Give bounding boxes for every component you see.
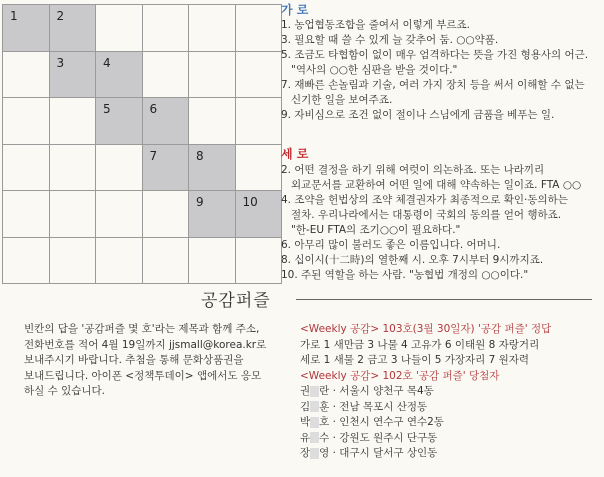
cell-number: 3 <box>56 55 65 70</box>
across-clue-line: 신기한 일을 보여주죠. <box>291 94 393 106</box>
notice-line: 하실 수 있습니다. <box>24 385 106 397</box>
crossword-grid <box>2 4 282 284</box>
grid-cell <box>189 52 236 99</box>
grid-cell <box>50 52 97 99</box>
winner-detail: 훈 · 전남 목포시 산정동 <box>319 400 428 413</box>
across-clue-line: 5. 조금도 타협함이 없이 매우 엄격하다는 뜻을 가진 형용사의 어근. <box>281 49 589 61</box>
puzzle-title: 공감퍼즐 <box>201 291 271 311</box>
winner-entry <box>300 446 551 462</box>
grid-cell <box>96 238 143 285</box>
winner-entry <box>300 415 551 431</box>
grid-cell <box>236 191 283 238</box>
across-clue-line: 1. 농업협동조합을 줄여서 이렇게 부르죠. <box>281 19 470 31</box>
grid-cell <box>143 5 190 52</box>
grid-cell <box>50 145 97 192</box>
winner-detail: 영 · 대구시 달서구 상인동 <box>319 447 438 459</box>
across-clue-line: 9. 자비심으로 조건 없이 절이나 스님에게 금품을 베푸는 일. <box>281 109 555 121</box>
grid-cell <box>96 5 143 52</box>
grid-cell <box>3 145 50 192</box>
cell-number: 8 <box>196 148 204 163</box>
grid-cell <box>96 191 143 238</box>
down-clue-line: "한-EU FTA의 조기○○이 필요하다." <box>291 224 461 236</box>
answers-across: 가로 1 새만금 3 나물 4 고유가 6 이태원 8 자랑거리 <box>300 338 540 351</box>
grid-cell <box>143 191 190 238</box>
grid-cell <box>236 145 283 192</box>
cell-number: 10 <box>242 195 258 209</box>
grid-cell <box>3 52 50 99</box>
answers-section <box>300 322 551 462</box>
grid-cell <box>3 238 50 285</box>
winner-surname: 권 <box>300 385 311 397</box>
grid-cell <box>3 98 50 145</box>
winner-surname: 김 <box>300 400 311 413</box>
winners-list <box>300 384 551 462</box>
across-heading: 가 로 <box>281 3 309 17</box>
answers-down: 세로 1 새물 2 금고 3 나들이 5 가장자리 7 원자력 <box>300 354 530 366</box>
across-clue-line: "역사의 ○○한 심판을 받을 것이다." <box>291 64 458 76</box>
down-heading: 세 로 <box>281 147 309 161</box>
down-clue-line: 절차. 우리나라에서는 대통령이 국회의 동의를 얻어 행하죠. <box>291 209 562 221</box>
grid-cell <box>50 5 97 52</box>
down-clue-line: 10. 주된 역할을 하는 사람. "농협법 개정의 ○○이다." <box>281 269 529 281</box>
winner-entry <box>300 431 551 447</box>
grid-cell <box>50 98 97 145</box>
cell-number: 6 <box>149 102 158 116</box>
answers-title: <Weekly 공감> 103호(3월 30일자) '공감 퍼즐' 정답 <box>300 323 552 335</box>
grid-cell <box>189 145 236 192</box>
winner-detail: 수 · 강원도 원주시 단구동 <box>319 431 438 444</box>
grid-cell <box>189 98 236 145</box>
across-clue-line: 7. 재빠른 손놀림과 기술, 여러 가지 장치 등을 써서 이해할 수 없는 <box>281 79 585 91</box>
name-mask <box>310 417 319 428</box>
grid-cell <box>189 5 236 52</box>
grid-cell <box>50 238 97 285</box>
notice-line: 보내드립니다. 아이폰 <정책투데이> 앱에서도 응모 <box>24 369 262 382</box>
cell-number: 2 <box>56 9 65 23</box>
across-clue-line: 3. 필요할 때 쓸 수 있게 늘 갖추어 둠. ○○약품. <box>281 34 499 46</box>
grid-cell <box>96 145 143 192</box>
winner-detail: 란 · 서울시 양천구 목4동 <box>319 385 434 397</box>
cell-number: 7 <box>149 148 158 163</box>
name-mask <box>310 432 319 443</box>
winner-entry <box>300 384 551 400</box>
cell-number: 5 <box>103 102 111 116</box>
grid-cell <box>143 52 190 99</box>
grid-cell <box>143 98 190 145</box>
grid-cell <box>189 191 236 238</box>
down-clue-line: 2. 어떤 결정을 하기 위해 여럿이 의논하죠. 또는 나라끼리 <box>281 164 545 176</box>
cell-number: 1 <box>10 9 18 23</box>
grid-cell <box>189 238 236 285</box>
cell-number: 4 <box>103 55 111 70</box>
down-clue-line: 8. 십이시(十二時)의 열한째 시. 오후 7시부터 9시까지죠. <box>281 254 544 266</box>
down-clue-list <box>281 163 603 283</box>
grid-cell <box>143 238 190 285</box>
notice-line: 전화번호를 적어 4월 19일까지 jjsmall@korea.kr로 <box>24 338 267 351</box>
grid-cell <box>3 191 50 238</box>
winners-title: <Weekly 공감> 102호 '공감 퍼즐' 당첨자 <box>300 369 500 382</box>
grid-cell <box>50 191 97 238</box>
cell-number: 9 <box>196 195 204 209</box>
grid-cell <box>236 5 283 52</box>
down-clue-line: 6. 아무리 많이 불러도 좋은 이름입니다. 어머니. <box>281 239 501 251</box>
winner-surname: 박 <box>300 416 311 428</box>
down-clue-line: 외교문서를 교환하여 어떤 일에 대해 약속하는 일이죠. FTA ○○ <box>291 179 582 191</box>
grid-cell <box>236 238 283 285</box>
grid-cell <box>143 145 190 192</box>
grid-cell <box>96 52 143 99</box>
winner-surname: 유 <box>300 431 311 444</box>
name-mask <box>310 386 319 397</box>
entry-notice <box>24 322 276 400</box>
winner-surname: 장 <box>300 447 311 459</box>
notice-line: 보내주시기 바랍니다. 추첨을 통해 문화상품권을 <box>24 354 244 366</box>
across-clue-list <box>281 18 603 123</box>
name-mask <box>310 448 319 459</box>
grid-cell <box>96 98 143 145</box>
down-clue-line: 4. 조약을 헌법상의 조약 체결권자가 최종적으로 확인·동의하는 <box>281 194 568 206</box>
winner-entry <box>300 400 551 416</box>
grid-cell <box>236 98 283 145</box>
grid-cell <box>3 5 50 52</box>
grid-cell <box>236 52 283 99</box>
notice-line: 빈칸의 답을 '공감퍼즐 몇 호'라는 제목과 함께 주소, <box>24 323 260 335</box>
name-mask <box>310 401 319 412</box>
winner-detail: 호 · 인천시 연수구 연수2동 <box>319 416 444 428</box>
divider <box>296 299 592 300</box>
